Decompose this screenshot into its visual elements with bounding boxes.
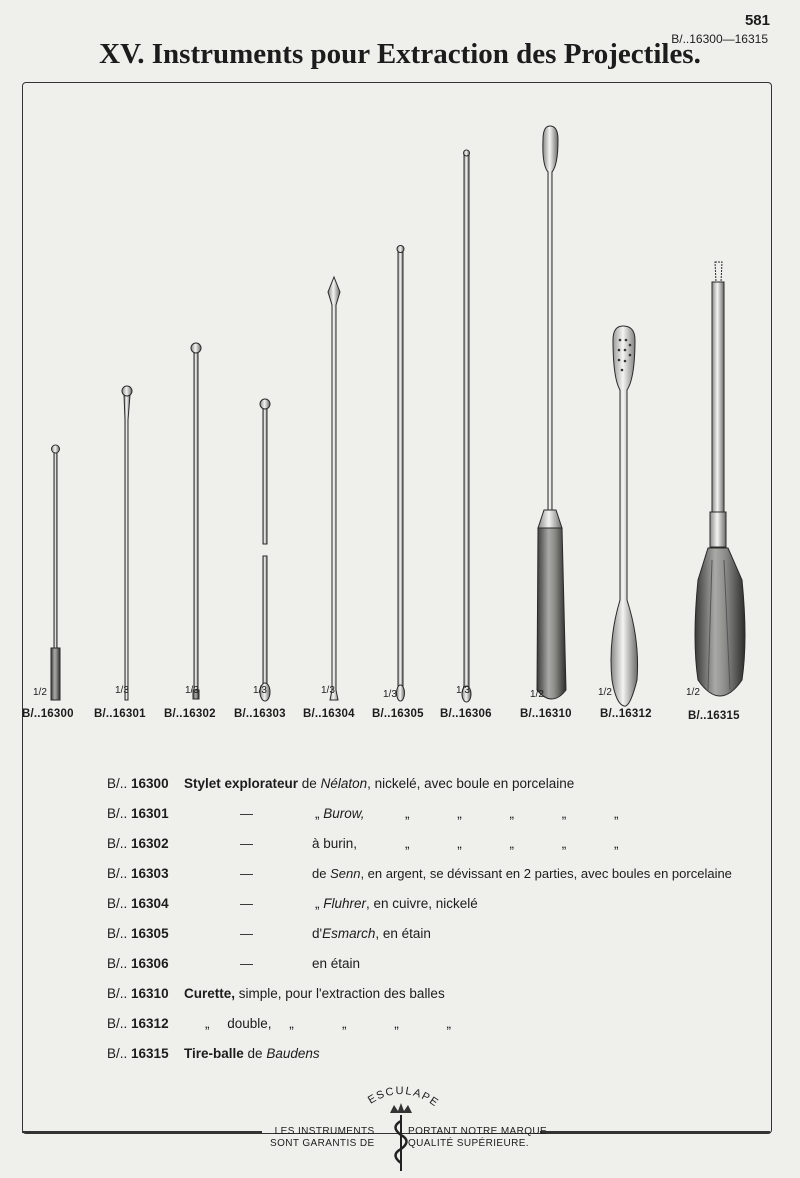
code-range: B/..16300—16315 (671, 32, 768, 46)
instrument-16310 (537, 126, 566, 699)
ditto-marks: „ „ „ „ „ (405, 806, 641, 821)
code-16306: B/..16306 (440, 708, 492, 720)
instrument-16315 (695, 262, 745, 696)
catalog-row-16303: B/.. 16303 (107, 866, 169, 881)
instrument-16305 (397, 246, 405, 702)
scale-16302: 1/3 (185, 685, 199, 696)
ditto-marks: „ „ „ (342, 1016, 473, 1031)
catalog-desc-16301: „ Burow, (315, 806, 365, 821)
guarantee-text-left: LES INSTRUMENTS SONT GARANTIS DE (270, 1126, 375, 1149)
code-16312: B/..16312 (600, 708, 652, 720)
catalog-row-16304: B/.. 16304 (107, 896, 169, 911)
code-16300: B/..16300 (22, 708, 74, 720)
instrument-16300 (51, 445, 60, 700)
catalog-row-16300: B/.. 16300 Stylet explorateur de Nélaton, nickelé, avec boule en porcelaine (107, 776, 575, 791)
code-16315: B/..16315 (688, 710, 740, 722)
svg-text:ESCULAPE: ESCULAPE (365, 1084, 442, 1110)
ditto-dash: — (240, 866, 253, 881)
scale-16304: 1/3 (321, 685, 335, 696)
catalog-desc-16312: „ double, „ (205, 1016, 294, 1031)
catalog-row-16312: B/.. 16312 (107, 1016, 169, 1031)
catalog-row-16315: B/.. 16315 Tire-balle de Baudens (107, 1046, 320, 1061)
page-number: 581 (744, 12, 770, 29)
footer-rule-right (540, 1131, 770, 1133)
catalog-desc-16303: de Senn, en argent, se dévissant en 2 parties, avec boules en porcelaine (312, 866, 732, 881)
catalog-row-16305: B/.. 16305 (107, 926, 169, 941)
scale-16306: 1/3 (456, 685, 470, 696)
scale-16312: 1/2 (598, 687, 612, 698)
catalog-desc-16305: d'Esmarch, en étain (312, 926, 431, 941)
ditto-dash: — (240, 926, 253, 941)
code-16310: B/..16310 (520, 708, 572, 720)
catalog-desc-16302: à burin, (312, 836, 358, 851)
scale-16300: 1/2 (33, 687, 47, 698)
scale-16315: 1/2 (686, 687, 700, 698)
catalog-row-16306: B/.. 16306 (107, 956, 169, 971)
instrument-16303 (260, 399, 270, 701)
ditto-dash: — (240, 956, 253, 971)
page-title: XV. Instruments pour Extraction des Projectiles. (99, 38, 701, 70)
footer-rule-left (22, 1131, 262, 1133)
ditto-dash: — (240, 836, 253, 851)
instrument-16312 (611, 326, 638, 706)
scale-16301: 1/3 (115, 685, 129, 696)
instrument-16304 (328, 277, 340, 700)
code-16301: B/..16301 (94, 708, 146, 720)
ditto-dash: — (240, 806, 253, 821)
catalog-desc-16306: en étain (312, 956, 361, 971)
guarantee-text-right: PORTANT NOTRE MARQUE QUALITÉ SUPÉRIEURE. (408, 1126, 548, 1149)
scale-16310: 1/2 (530, 689, 544, 700)
instrument-16306 (462, 150, 471, 702)
catalog-desc-16304: „ Fluhrer, en cuivre, nickelé (315, 896, 478, 911)
esculape-logo (346, 1083, 456, 1173)
catalog-row-16310: B/.. 16310 Curette, simple, pour l'extraction des balles (107, 986, 445, 1001)
instrument-16302 (191, 343, 201, 699)
scale-16305: 1/3 (383, 689, 397, 700)
code-16302: B/..16302 (164, 708, 216, 720)
ditto-marks: „ „ „ „ „ (405, 836, 641, 851)
code-16304: B/..16304 (303, 708, 355, 720)
code-16305: B/..16305 (372, 708, 424, 720)
instrument-16301 (122, 386, 132, 700)
catalog-row-16302: B/.. 16302 (107, 836, 169, 851)
catalog-row-16301: B/.. 16301 (107, 806, 169, 821)
code-16303: B/..16303 (234, 708, 286, 720)
ditto-dash: — (240, 896, 253, 911)
scale-16303: 1/3 (253, 685, 267, 696)
